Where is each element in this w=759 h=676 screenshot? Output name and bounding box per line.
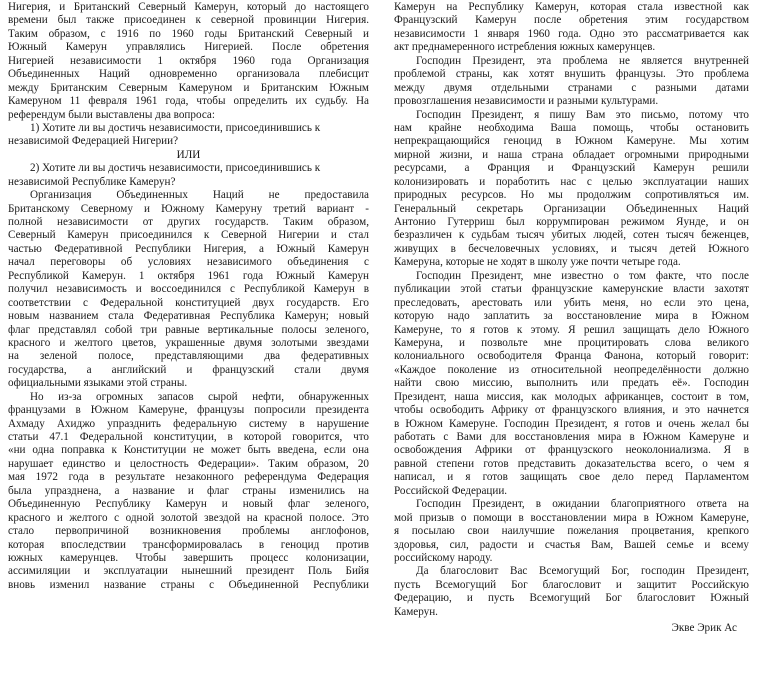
text-line: Северный Камерун присоединился к Северной Нигерии и стал (8, 229, 369, 242)
text-line: акт преднамеренного истребления южных камерунцев. (394, 41, 656, 54)
text-line: Федерацию, и пусть Всемогущий Бог благословит Южный (394, 592, 749, 605)
text-line: 2) Хотите ли вы достичь независимости, присоединившись к (30, 162, 321, 175)
text-line: чтобы освободить Африку от французского влияния, и это начнется (394, 404, 749, 417)
text-line: мирной жизни, и наша страна обладает огромными природными (394, 148, 749, 161)
text-line: соответствии с Федеральной конституцией двух государств. Его (8, 296, 369, 309)
text-line: Организация Объединенных Наций не предоставила (30, 189, 369, 202)
text-line: я посылаю свои наилучшие пожелания процветания, крепкого (394, 525, 749, 538)
text-line: российскому народу. (394, 551, 493, 564)
text-line: Камеруне, то я готов к этому. Я решил защищать дело Южного (394, 323, 749, 336)
text-line: Объединенную Республику Камерун и новый флаг зеленого, (8, 498, 369, 511)
text-line: Камеруна, и позвольте мне процитировать слова великого (394, 336, 749, 349)
text-line: между Британским Северным Камеруном и Британским Южным (8, 81, 369, 94)
text-line: Французский Камерун после обретения этим государством (394, 14, 749, 27)
text-line: независимости 1 января 1960 года. Одно это рассматривается как (394, 27, 749, 40)
text-line: Объединенных Наций одновременно организовала плебисцит (8, 68, 369, 81)
text-line: 1) Хотите ли вы достичь независимости, присоединившись к (30, 121, 321, 134)
text-line: красного и желтого цветов, украшенные двумя золотыми звездами (8, 336, 369, 349)
text-line: стало первопричиной возникновения проблемы англофонов, (8, 525, 369, 538)
text-line: получил независимость и воссоединился с Республикой Камерун в (8, 283, 369, 296)
text-line: освобождения Африки от французского неоколониализма. Я в (394, 444, 749, 457)
right-text-column (394, 1, 749, 636)
text-line: Господин Президент, эта проблема не является внутренней (416, 54, 749, 67)
text-line: колонизировать и поработить нас с целью эксплуатации наших (394, 175, 749, 188)
text-line: Господин Президент, я пишу Вам это письмо, потому что (416, 108, 749, 121)
text-line: Камеруном 11 февраля 1961 года, чтобы определить их судьбу. На (8, 95, 369, 108)
text-line: провозглашения независимости и разными культурами. (394, 95, 659, 108)
text-line: частью Федеративной Республики Нигерия, а Южный Камерун (8, 242, 369, 255)
text-line: Камерун на Республику Камерун, которая стала известной как (394, 1, 749, 13)
text-line: красного и желтого с одной золотой звездой на красной полосе. Это (8, 511, 369, 524)
text-line: которую надо заплатить за восстановление мира в Южном (394, 310, 749, 323)
text-line: официальными языками этой страны. (8, 377, 188, 390)
text-line: «Каждое поколение из относительной неопределённости должно (394, 363, 749, 376)
text-line: природных ресурсов. Но мы продолжим сопротивляться им. (394, 189, 749, 202)
text-line: Республикой Камерун. 1 октября 1961 года Южный Камерун (8, 269, 369, 282)
text-line: Но из-за огромных запасов сырой нефти, обнаруженных (30, 390, 369, 403)
text-line: на зеленой полосе, представляющими два федеративных (8, 350, 369, 363)
text-line: написал, и я готов защищать свое дело перед Парламентом (394, 471, 749, 484)
text-line: «ни одна поправка к Конституции не может быть введена, если она (8, 444, 369, 457)
text-line: Антонио Гутерриш был коррумпирован режимом Яунде, и он (394, 216, 749, 228)
text-line: равной степени готов представить доказательства всего, о чем я (394, 457, 749, 470)
text-line: Камеруна, которые не ходят в школу уже почти четыре года. (394, 256, 681, 269)
text-line: Нигерией независимости 1 октября 1960 года Организация (8, 54, 369, 67)
text-line: непрекращающийся геноцид в Южном Камеруне. Мы хотим (394, 135, 749, 148)
text-line: Нигерия, и Британский Северный Камерун, который до настоящего (8, 1, 369, 13)
text-line: начал переговоры об условиях независимого объединения с (8, 256, 369, 269)
text-line: Президент, наша миссия, как молодых африканцев, состоит в том, (394, 390, 749, 403)
text-line: новым названием стала Федеративная Республика Камерун; новый (8, 310, 369, 323)
text-line: колониального освободителя Франца Фанона, который говорит: (394, 350, 749, 363)
text-line: Да благословит Вас Всемогущий Бог, господин Президент, (416, 565, 749, 578)
text-line: южных камерунцев. Чтобы завершить процесс колонизации, (8, 551, 369, 564)
text-line: преследовать, арестовать или убить меня, но если это цена, (394, 296, 749, 309)
text-line: которая впоследствии трансформировалась в геноцид против (8, 538, 369, 551)
text-line: ИЛИ (176, 148, 201, 161)
text-line: Камерун. (394, 605, 438, 618)
text-line: работать с Вами для восстановления мира в Южном Камеруне и (394, 431, 749, 443)
text-line: флаг представлял собой три равные вертикальные полосы зеленого, (8, 323, 369, 336)
text-line: пусть Всемогущий Бог благословит и защитит Российскую (394, 578, 749, 591)
text-line: Российской Федерации. (394, 484, 508, 497)
text-line: ресурсами, а Франция и Французский Камерун решили (394, 162, 749, 175)
text-line: Господин Президент, в ожидании благоприятного ответа на (416, 498, 749, 511)
text-line: публикации этой статьи французские камерунские власти захотят (394, 283, 749, 296)
text-line: найти свою миссию, выполнить или предать её». Господин (394, 377, 749, 390)
text-line: времени был также присоединен к северной провинции Нигерия. (8, 14, 369, 27)
text-line: государства, а английский и французский стали двумя (8, 363, 369, 376)
text-line: Таким образом, с 1916 по 1960 годы Британский Северный и (8, 27, 369, 40)
text-line: Британскому Северному и Южному Камеруну третий вариант - (8, 202, 369, 215)
text-line: независимой Республике Камерун? (8, 175, 176, 188)
text-line: независимой Федерацией Нигерии? (8, 135, 179, 148)
text-line: безразличен к судьбам тысяч убитых людей, сотен тысяч беженцев, (394, 229, 749, 242)
text-line: в Южном Камеруне. Господин Президент, я готов и очень желал бы (394, 417, 749, 430)
text-line: французами в Южном Камеруне, французы попросили президента (8, 404, 369, 417)
text-line: мая 1972 года в результате незаконного референдума Федерация (8, 471, 369, 484)
text-line: Генеральный секретарь Организации Объединенных Наций (394, 202, 749, 215)
text-line: полной независимости от других государств. Таким образом, (8, 216, 369, 228)
text-line: живущих в бесчеловечных условиях, и тысяч детей Южного (394, 242, 749, 255)
text-line: референдум были выставлены два вопроса: (8, 108, 215, 121)
text-line: здоровья, сил, радости и счастья Вам, Вашей семье и всему (394, 538, 749, 551)
text-line: проблемой страны, как хотят внушить французы. Это проблема (394, 68, 749, 81)
left-text-column (8, 1, 369, 592)
text-line: статьи 47.1 Федеральной конституции, в которой говорится, что (8, 431, 369, 443)
author-signature: Экве Эрик Ас (671, 622, 737, 635)
text-line: была упразднена, а название и флаг страны изменились на (8, 484, 369, 497)
text-line: Южный Камерун управлялись Нигерией. После обретения (8, 41, 369, 54)
text-line: вновь изменил название страны с Объединенной Республики (8, 578, 369, 591)
text-line: нарушает единство и целостность Федерации». Таким образом, 20 (8, 457, 369, 470)
text-line: между двумя отдельными странами с разными датами (394, 81, 749, 94)
text-line: ассимиляции и эксплуатации нынешний президент Поль Бийя (8, 565, 369, 578)
text-line: Господин Президент, мне известно о том факте, что после (416, 269, 749, 282)
text-line: нам крайне необходима Ваша помощь, чтобы остановить (394, 121, 749, 134)
text-line: Ахмаду Ахиджо упразднить федеральную систему в нарушение (8, 417, 369, 430)
text-line: мой призыв о помощи в восстановлении мира в Южном Камеруне, (394, 511, 749, 524)
right-column-lines (394, 1, 749, 619)
